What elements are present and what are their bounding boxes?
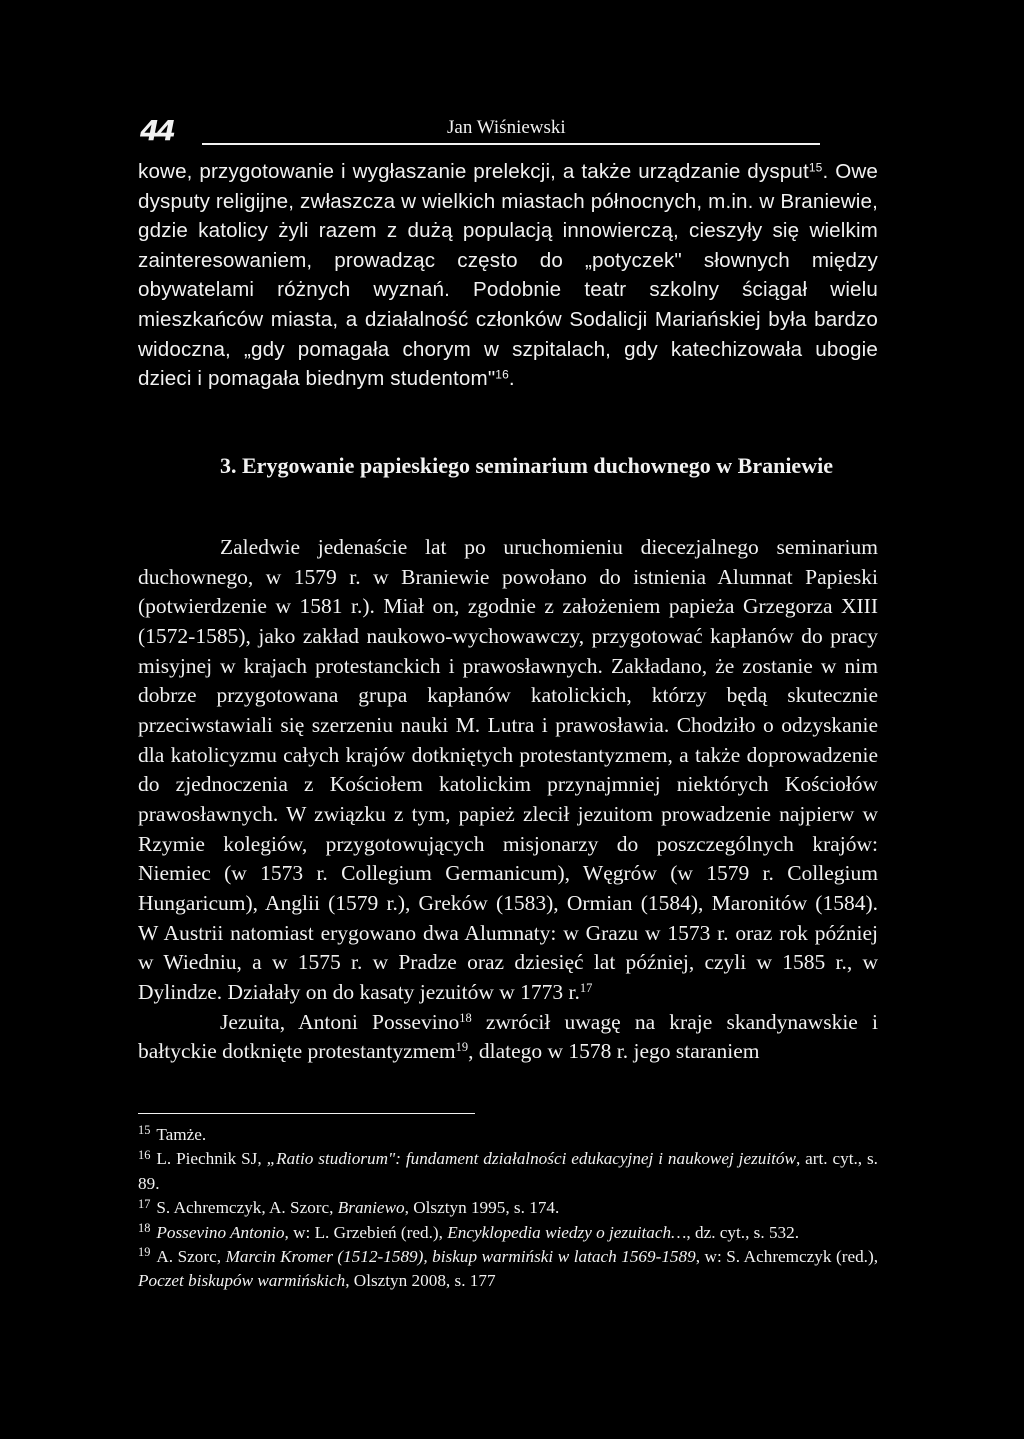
- footnote-ref-15[interactable]: 15: [808, 160, 823, 175]
- footnote-title-2: Poczet biskupów warmińskich: [138, 1271, 346, 1291]
- running-head-author: Jan Wiśniewski: [447, 117, 566, 138]
- footnote-ref-16[interactable]: 16: [495, 367, 509, 382]
- footnote-ref-19[interactable]: 19: [455, 1040, 469, 1055]
- footnote-text: , w: L. Grzebień (red.),: [284, 1222, 448, 1242]
- paragraph-1: [138, 157, 878, 394]
- footnote-title: Braniewo: [337, 1198, 405, 1218]
- footnote-text: Tamże.: [156, 1125, 207, 1144]
- footnote-16: [138, 1147, 878, 1196]
- footnote-title-2: Encyklopedia wiedzy o jezuitach…: [447, 1222, 687, 1242]
- header-rule: [202, 143, 820, 145]
- paragraph-3-text-a: Jezuita, Antoni Possevino: [220, 1009, 460, 1034]
- body-text-main: [138, 533, 878, 1067]
- footnote-17: [138, 1196, 878, 1220]
- footnote-text: , w: S. Achremczyk (red.),: [695, 1247, 879, 1267]
- paragraph-1-text-b: . Owe dysputy religijne, zwłaszcza w wielkich miastach północnych, m.in. w Braniewie, gdzie katolicy żyli razem z dużą populacją innowierczą, cieszyły się wielkim zainteresowaniem, prowadząc często do „potyczek" słownych między obywatelami różnych wyznań. Podobnie teatr szkolny ściągał wielu mieszkańców miasta, a działalność członków Sodalicji Mariańskiej była bardzo widoczna, „gdy pomagała chorym w szpitalach, gdy katechizowała ubogie dzieci i pomagała biednym studentom": [138, 160, 878, 391]
- page-number: 44: [140, 114, 173, 147]
- paragraph-3: [138, 1008, 878, 1067]
- paragraph-2: [138, 533, 878, 1008]
- footnote-text: A. Szorc,: [156, 1247, 226, 1267]
- footnote-title: Possevino Antonio: [156, 1222, 285, 1242]
- paragraph-3-text-c: , dlatego w 1578 r. jego staraniem: [468, 1039, 760, 1064]
- page-header: [140, 112, 820, 152]
- footnote-19: [138, 1245, 878, 1294]
- footnote-text: S. Achremczyk, A. Szorc,: [156, 1198, 338, 1218]
- paragraph-1-text-c: .: [508, 367, 515, 391]
- footnote-number: 17: [138, 1196, 151, 1211]
- paragraph-1-text-a: kowe, przygotowanie i wygłaszanie prelekcji, a także urządzanie dysput: [138, 160, 809, 183]
- footnote-number: 15: [138, 1123, 151, 1138]
- footnote-18: [138, 1221, 878, 1245]
- footnote-text: , Olsztyn 1995, s. 174.: [404, 1198, 560, 1218]
- footnote-title: „Ratio studiorum": fundament działalności edukacyjnej i naukowej jezuitów: [266, 1149, 796, 1169]
- footnote-title: Marcin Kromer (1512-1589), biskup warmiński w latach 1569-1589: [225, 1247, 696, 1267]
- footnote-number: 16: [138, 1147, 151, 1162]
- paragraph-3-text-b: zwrócił uwagę na kraje skandynawskie i bałtyckie dotknięte protestantyzmem: [138, 1009, 878, 1064]
- footnote-text: , dz. cyt., s. 532.: [686, 1222, 800, 1242]
- footnote-number: 19: [138, 1245, 151, 1260]
- footnote-ref-17[interactable]: 17: [579, 981, 593, 995]
- footnote-15: [138, 1123, 878, 1147]
- footnote-separator: [138, 1113, 475, 1114]
- body-text-top: [138, 157, 878, 394]
- footnote-number: 18: [138, 1221, 151, 1236]
- section-heading: 3. Erygowanie papieskiego seminarium duchownego w Braniewie: [220, 453, 833, 478]
- footnote-text: L. Piechnik SJ,: [156, 1149, 267, 1169]
- footnote-text: , Olsztyn 2008, s. 177: [345, 1271, 496, 1291]
- footnote-text: , art. cyt., s. 89.: [138, 1149, 878, 1193]
- footnote-ref-18[interactable]: 18: [459, 1010, 472, 1025]
- footnotes: [138, 1123, 878, 1294]
- paragraph-2-text-a: Zaledwie jedenaście lat po uruchomieniu diecezjalnego seminarium duchownego, w 1579 r. w Braniewie powołano do istnienia Alumnat Papieski (potwierdzenie w 1581 r.). Miał on, zgodnie z założeniem papieża Grzegorza XIII (1572-1585), jako zakład naukowo-wychowawczy, przygotować kapłanów do pracy misyjnej w krajach protestanckich i prawosławnych. Zakładano, że zostanie w nim dobrze przygotowana grupa kapłanów katolickich, którzy będą skutecznie przeciwstawiali się szerzeniu nauki M. Lutra i prawosławia. Chodziło o odzyskanie dla katolicyzmu całych krajów dotkniętych protestantyzmem, a także doprowadzenie do zjednoczenia z Kościołem katolickim przynajmniej niektórych Kościołów prawosławnych. W związku z tym, papież zlecił jezuitom prowadzenie najpierw w Rzymie kolegiów, przygotowujących misjonarzy do poszczególnych krajów: Niemiec (w 1573 r. Collegium Germanicum), Węgrów (w 1579 r. Collegium Hungaricum), Anglii (1579 r.), Greków (1583), Ormian (1584), Maronitów (1584). W Austrii natomiast erygowano dwa Alumnaty: w Grazu w 1573 r. oraz rok później w Wiedniu, a w 1575 r. w Pradze oraz dziesięć lat później, czyli w 1585 r., w Dylindze. Działały on do kasaty jezuitów w 1773 r.: [138, 535, 878, 1004]
